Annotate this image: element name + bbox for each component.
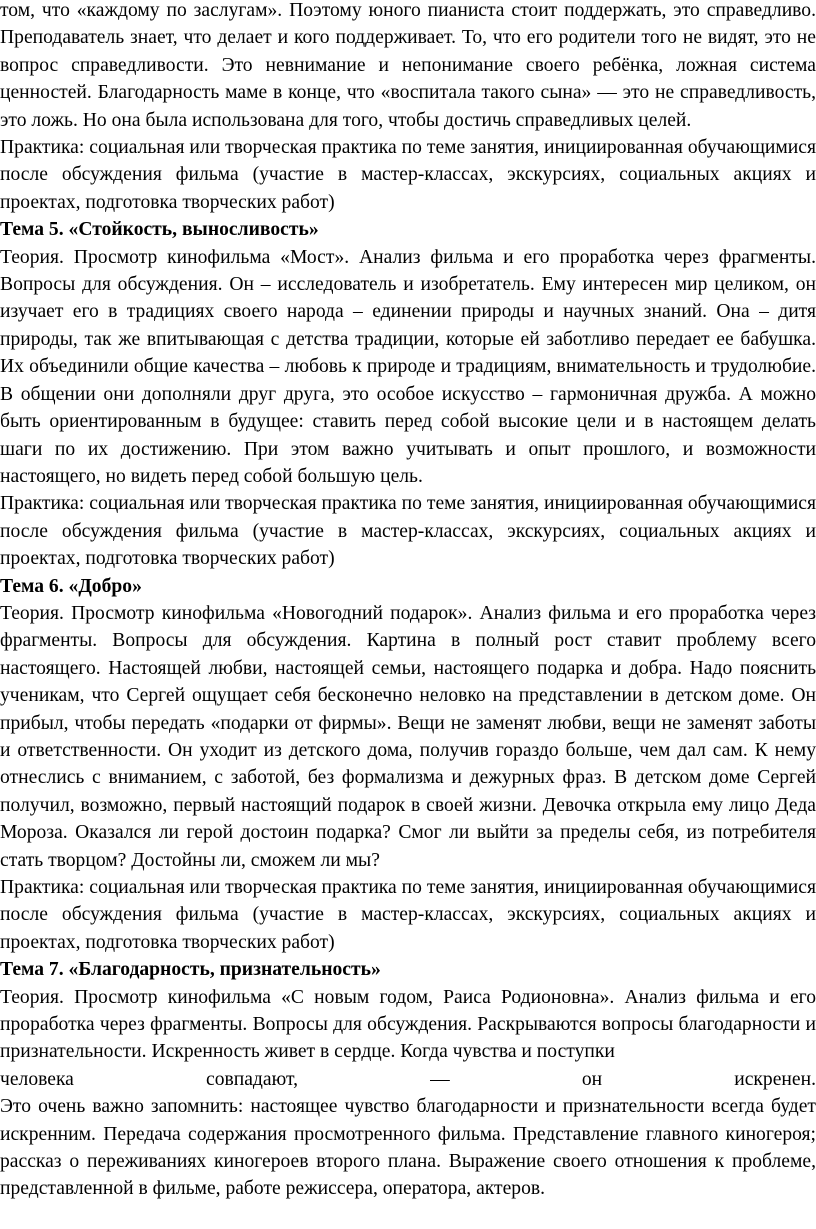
- heading-topic-5: Тема 5. «Стойкость, выносливость»: [0, 219, 319, 241]
- paragraph-theory-topic-6: Теория. Просмотр кинофильма «Новогодний подарок». Анализ фильма и его проработка через фрагменты. Вопросы для обсуждения. Картина в полный рост ставит проблему всего настоящего. Настоящей любви, настоящей семьи, настоящего подарка и добра. Надо пояснить ученикам, что Сергей ощущает себя бесконечно неловко на представлении в детском доме. Он прибыл, чтобы передать «подарки от фирмы». Вещи не заменят любви, вещи не заменят заботы и ответственности. Он уходит из детского дома, получив гораздо больше, чем дал сам. К нему отнеслись с вниманием, с заботой, без формализма и дежурных фраз. В детском доме Сергей получил, возможно, первый настоящий подарок в своей жизни. Девочка открыла ему лицо Деда Мороза. Оказался ли герой достоин подарка? Смог ли выйти за пределы себя, из потребителя стать творцом? Достойны ли, сможем ли мы?: [0, 602, 816, 871]
- heading-topic-7: Тема 7. «Благодарность, признательность»: [0, 959, 381, 981]
- paragraph-practice: Практика: социальная или творческая практика по теме занятия, инициированная обучающимися после обсуждения фильма (участие в мастер-классах, экскурсиях, социальных акциях и проектах, подготовка творческих работ): [0, 493, 816, 570]
- paragraph-practice: Практика: социальная или творческая практика по теме занятия, инициированная обучающимися после обсуждения фильма (участие в мастер-классах, экскурсиях, социальных акциях и проектах, подготовка творческих работ): [0, 137, 816, 213]
- paragraph-intro: том, что «каждому по заслугам». Поэтому юного пианиста стоит поддержать, это справедливо. Преподаватель знает, что делает и кого поддерживает. То, что его родители того не видят, это не вопрос справедливости. Это невнимание и непонимание своего ребёнка, ложная система ценностей. Благодарность маме в конце, что «воспитала такого сына» — это не справедливость, это ложь. Но она была использована для того, чтобы достичь справедливых целей.: [0, 0, 816, 131]
- paragraph-practice: Практика: социальная или творческая практика по теме занятия, инициированная обучающимися после обсуждения фильма (участие в мастер-классах, экскурсиях, социальных акциях и проектах, подготовка творческих работ): [0, 877, 816, 953]
- heading-topic-6: Тема 6. «Добро»: [0, 575, 142, 597]
- paragraph-spread-line: человека совпадают, — он искренен.: [0, 1068, 816, 1090]
- paragraph-theory-topic-7: Теория. Просмотр кинофильма «С новым годом, Раиса Родионовна». Анализ фильма и его проработка через фрагменты. Вопросы для обсуждения. Раскрываются вопросы благодарности и признательности. Искренность живет в сердце. Когда чувства и поступки: [0, 986, 816, 1063]
- paragraph-conclusion: Это очень важно запомнить: настоящее чувство благодарности и признательности всегда будет искренним. Передача содержания просмотренного фильма. Представление главного киногероя; рассказ о переживаниях киногероев второго плана. Выражение своего отношения к проблеме, представленной в фильме, работе режиссера, оператора, актеров.: [0, 1096, 816, 1200]
- paragraph-theory-topic-5: Теория. Просмотр кинофильма «Мост». Анализ фильма и его проработка через фрагменты. Вопросы для обсуждения. Он – исследователь и изобретатель. Ему интересен мир целиком, он изучает его в традициях своего народа – единении природы и научных знаний. Она – дитя природы, так же впитывающая с детства традиции, которые ей заботливо передает ее бабушка. Их объединили общие качества – любовь к природе и традициям, внимательность и трудолюбие. В общении они дополняли друг друга, это особое искусство – гармоничная дружба. А можно быть ориентированным в будущее: ставить перед собой высокие цели и в настоящем делать шаги по их достижению. При этом важно учитывать и опыт прошлого, и возможности настоящего, но видеть перед собой большую цель.: [0, 246, 816, 487]
